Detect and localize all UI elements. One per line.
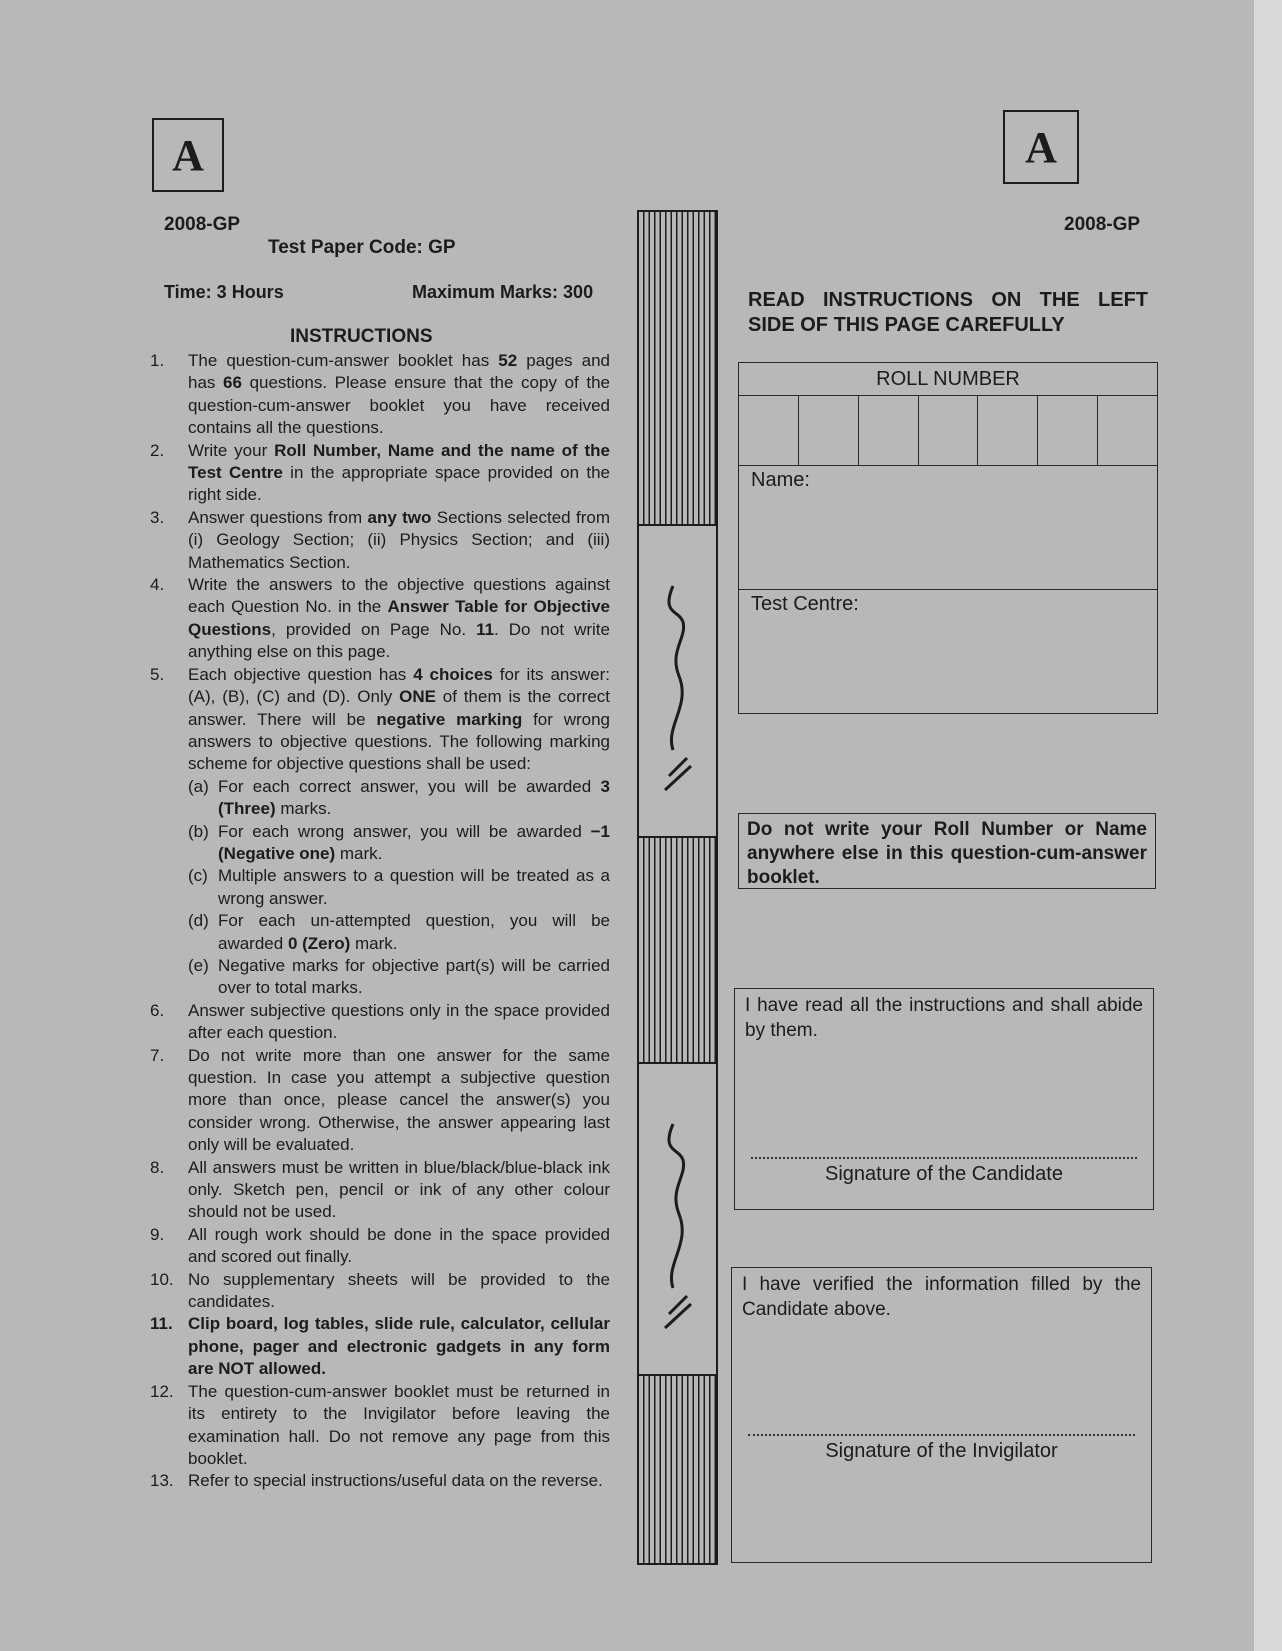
instruction-item: [150, 1470, 610, 1492]
instruction-number: 9.: [150, 1224, 165, 1244]
test-paper-code: Test Paper Code: GP: [268, 237, 456, 258]
instruction-text: For each wrong answer, you will be awarded −1 (Negative one) mark.: [218, 821, 610, 863]
instruction-text: The question-cum-answer booklet must be returned in its entirety to the Invigilator before leaving the examination hall. Do not remove any page from this booklet.: [188, 1381, 610, 1468]
invigilator-signature-line: [748, 1434, 1135, 1436]
instruction-number: (d): [188, 911, 209, 931]
instruction-text: All rough work should be done in the space provided and scored out finally.: [188, 1224, 610, 1267]
instruction-number: 7.: [150, 1045, 165, 1065]
instruction-text: Each objective question has 4 choices for its answer: (A), (B), (C) and (D). Only ONE of them is the correct answer. There will be negative marking for wrong answers to objective questions. The following marking scheme for objective questions shall be used:: [188, 664, 611, 774]
instruction-text: For each un-attempted question, you will be awarded 0 (Zero) mark.: [218, 911, 610, 953]
instruction-subitem: [150, 955, 610, 1000]
instruction-number: (e): [188, 955, 209, 975]
read-instructions-notice: READ INSTRUCTIONS ON THE LEFT SIDE OF THIS PAGE CAREFULLY: [748, 289, 1148, 336]
candidate-signature-line: [751, 1157, 1137, 1159]
instruction-number: 12.: [150, 1381, 174, 1401]
instruction-text: Negative marks for objective part(s) will be carried over to total marks.: [218, 955, 610, 998]
instruction-number: 6.: [150, 1000, 165, 1020]
instruction-number: (a): [188, 776, 209, 796]
instruction-item: [150, 664, 610, 776]
roll-number-cells: [739, 395, 1157, 466]
roll-number-cell[interactable]: [1098, 395, 1157, 465]
invigilator-signature-label: Signature of the Invigilator: [825, 1440, 1058, 1462]
instruction-item: [150, 1224, 610, 1269]
paper-code-right: 2008-GP: [1064, 214, 1141, 235]
instruction-subitem: [150, 865, 610, 910]
instruction-text: No supplementary sheets will be provided to the candidates.: [188, 1269, 610, 1312]
roll-number-cell[interactable]: [978, 395, 1038, 465]
maximum-marks: Maximum Marks: 300: [412, 282, 594, 302]
instruction-subitem: [150, 776, 610, 821]
name-field-divider: [739, 589, 1157, 590]
invigilator-declaration-text: I have verified the information filled by the Candidate above.: [742, 1274, 1141, 1320]
exam-time: Time: 3 Hours: [164, 282, 284, 302]
instruction-item: [150, 1313, 610, 1380]
roll-number-cell[interactable]: [1038, 395, 1098, 465]
invigilator-declaration-box: [731, 1267, 1152, 1563]
instruction-number: 1.: [150, 351, 165, 370]
instruction-item: [150, 350, 610, 440]
instruction-text: The question-cum-answer booklet has 52 pages and has 66 questions. Please ensure that the copy of the question-cum-answer booklet you have received contains all the questions.: [188, 351, 610, 438]
test-centre-label: Test Centre:: [751, 593, 859, 615]
instruction-number: (b): [188, 821, 209, 841]
instruction-subitem: [150, 910, 610, 955]
roll-number-cell[interactable]: [799, 395, 859, 465]
instruction-item: [150, 1381, 610, 1471]
seal-signature-bottom: [639, 1064, 716, 1374]
strip-seal-panel-bottom: [639, 1062, 716, 1376]
instruction-number: 4.: [150, 575, 165, 595]
instruction-text: For each correct answer, you will be awarded 3 (Three) marks.: [218, 776, 610, 819]
instruction-text: Write the answers to the objective questions against each Question No. in the Answer Table for Objective Questions, provided on Page No. 11. Do not write anything else on this page.: [188, 575, 610, 662]
set-code-box-right: [1003, 110, 1079, 184]
instructions-heading: INSTRUCTIONS: [290, 326, 433, 347]
instruction-number: 3.: [150, 507, 165, 527]
instruction-text: Clip board, log tables, slide rule, calculator, cellular phone, pager and electronic gadgets in any form are NOT allowed.: [188, 1314, 610, 1379]
instruction-item: [150, 507, 610, 574]
roll-number-cell[interactable]: [919, 395, 979, 465]
candidate-declaration-box: [734, 988, 1154, 1210]
instruction-text: Do not write more than one answer for the same question. In case you attempt a subjective question more than once, please cancel the answer(s) you consider wrong. Otherwise, the answer appearing last only will be evaluated.: [188, 1045, 610, 1155]
instruction-subitem: [150, 821, 610, 866]
instruction-text: Refer to special instructions/useful data on the reverse.: [188, 1471, 603, 1491]
instruction-text: Answer questions from any two Sections selected from (i) Geology Section; (ii) Physics Section; and (iii) Mathematics Section.: [188, 507, 610, 572]
instruction-item: [150, 1000, 610, 1045]
seal-signature-top: [639, 526, 716, 836]
instruction-text: Write your Roll Number, Name and the name of the Test Centre in the appropriate space provided on the right side.: [188, 440, 611, 505]
instruction-number: 11.: [150, 1314, 173, 1334]
strip-seal-panel-top: [639, 524, 716, 838]
instruction-number: 8.: [150, 1157, 165, 1177]
roll-number-header: ROLL NUMBER: [739, 363, 1157, 396]
instruction-number: 10.: [150, 1269, 174, 1289]
roll-number-cell[interactable]: [859, 395, 919, 465]
instruction-number: 5.: [150, 664, 165, 684]
set-code-left: A: [172, 130, 204, 180]
instruction-text: All answers must be written in blue/black/blue-black ink only. Sketch pen, pencil or ink of any other colour should not be used.: [188, 1157, 610, 1222]
roll-number-cell[interactable]: [739, 395, 799, 465]
name-label: Name:: [751, 469, 810, 491]
instruction-text: Multiple answers to a question will be treated as a wrong answer.: [218, 866, 610, 908]
instruction-number: 2.: [150, 440, 165, 460]
instruction-text: Answer subjective questions only in the space provided after each question.: [188, 1000, 610, 1043]
instructions-list: [150, 350, 610, 1493]
set-code-box-left: [152, 118, 224, 192]
instruction-number: (c): [188, 866, 208, 886]
candidate-details-box: [738, 362, 1158, 714]
candidate-signature-label: Signature of the Candidate: [825, 1163, 1063, 1185]
instruction-item: [150, 574, 610, 664]
paper-code-left: 2008-GP: [164, 214, 241, 235]
instruction-item: [150, 1157, 610, 1224]
instruction-number: 13.: [150, 1471, 174, 1491]
instruction-item: [150, 1269, 610, 1314]
instruction-item: [150, 440, 610, 507]
candidate-declaration-text: I have read all the instructions and shall abide by them.: [745, 995, 1143, 1041]
binding-strip: [637, 210, 718, 1565]
set-code-right: A: [1025, 122, 1057, 172]
roll-number-warning: Do not write your Roll Number or Name anywhere else in this question-cum-answer booklet.: [738, 813, 1156, 889]
instruction-item: [150, 1045, 610, 1157]
page-edge: [1254, 0, 1282, 1651]
